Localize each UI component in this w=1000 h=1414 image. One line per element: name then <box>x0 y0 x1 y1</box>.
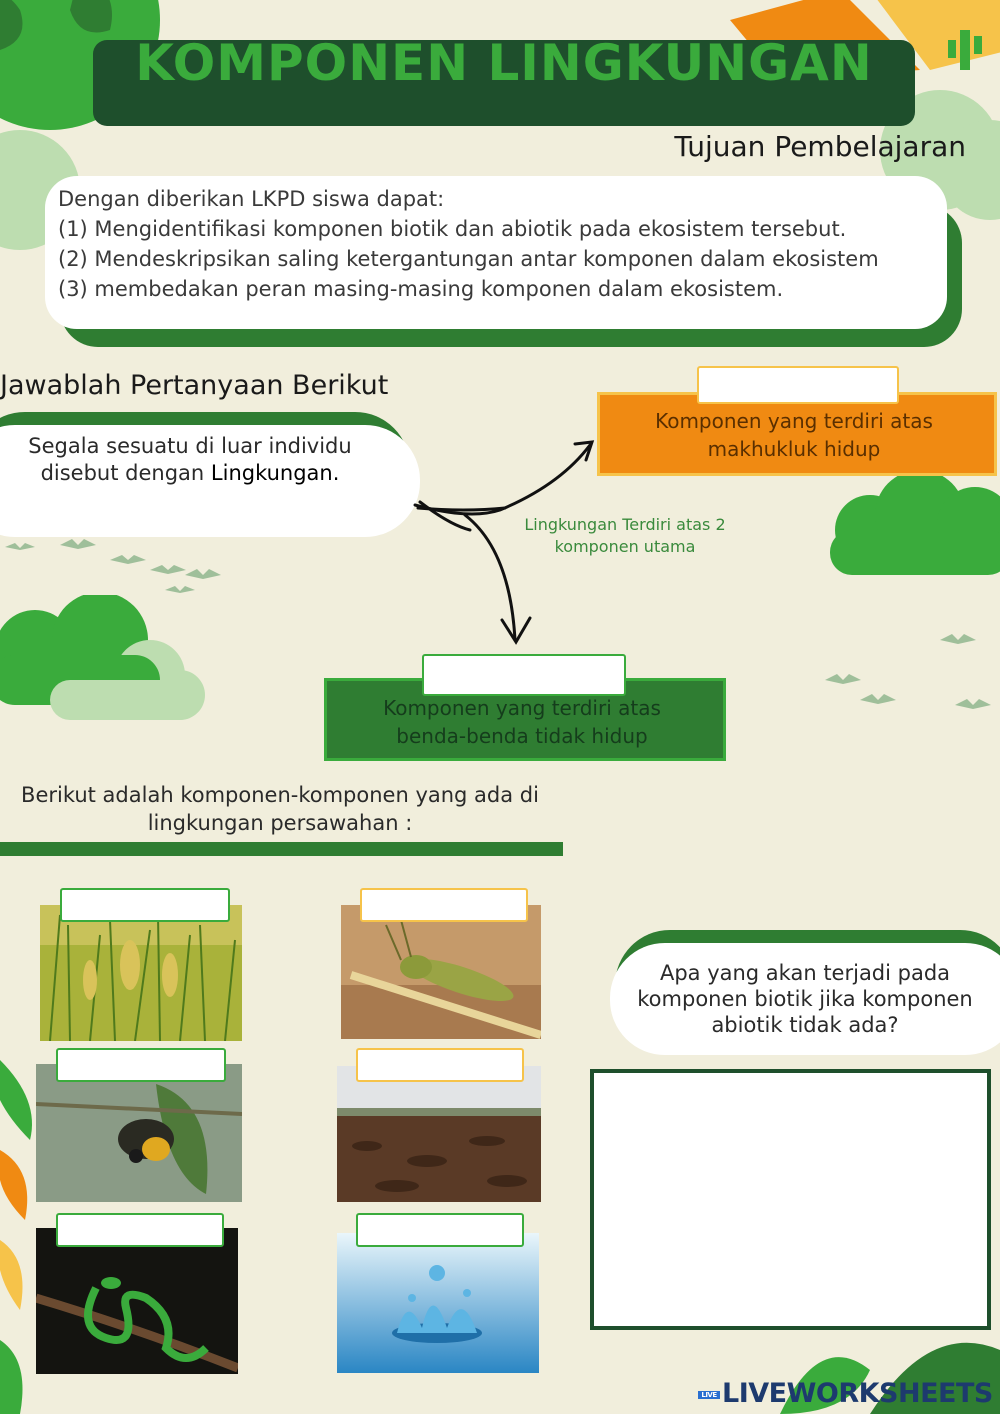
rice-plant-answer-field[interactable] <box>60 888 230 922</box>
rice-field-intro <box>0 781 560 837</box>
diagram-note-line: komponen utama <box>554 537 696 556</box>
objective-item: (2) Mendeskripsikan saling ketergantungan antar komponen dalam ekosistem <box>58 247 879 271</box>
objectives-heading: Tujuan Pembelajaran <box>674 130 966 163</box>
questions-heading: Jawablah Pertanyaan Berikut <box>0 370 389 401</box>
objectives-list <box>58 184 933 304</box>
bird-answer-field[interactable] <box>56 1048 226 1082</box>
objective-item: (1) Mengidentifikasi komponen biotik dan abiotik pada ekosistem tersebut. <box>58 217 847 241</box>
water-photo <box>337 1233 539 1373</box>
definition-line <box>0 460 380 487</box>
leaves-left-decoration <box>0 1060 40 1414</box>
definition-term: Lingkungan. <box>210 461 340 485</box>
rice-field-intro-line: lingkungan persawahan : <box>147 811 413 835</box>
water-answer-field[interactable] <box>356 1213 524 1247</box>
rice-field-intro-line: Berikut adalah komponen-komponen yang ada di <box>21 783 539 807</box>
section-divider <box>0 842 563 856</box>
brand-name: LIVEWORKSHEETS <box>722 1378 993 1409</box>
definition-text <box>0 433 380 487</box>
bird-photo <box>36 1064 242 1202</box>
biotic-description <box>600 407 988 463</box>
abiotic-answer-field[interactable] <box>422 654 626 696</box>
rice-plant-photo <box>40 905 242 1041</box>
objective-intro: Dengan diberikan LKPD siswa dapat: <box>58 187 445 211</box>
cloud-right-decoration <box>810 470 1000 590</box>
abiotic-description-line: Komponen yang terdiri atas <box>383 696 661 720</box>
birds-left-decoration <box>0 535 230 610</box>
open-question-line: abiotik tidak ada? <box>711 1013 899 1037</box>
soil-photo <box>337 1066 541 1202</box>
snake-answer-field[interactable] <box>56 1213 224 1247</box>
snake-photo <box>36 1228 238 1374</box>
open-question-line: Apa yang akan terjadi pada <box>659 961 951 985</box>
biotic-answer-field[interactable] <box>697 366 899 404</box>
soil-answer-field[interactable] <box>356 1048 524 1082</box>
cloud-left-decoration <box>0 595 220 735</box>
objective-item: (3) membedakan peran masing-masing komponen dalam ekosistem. <box>58 277 784 301</box>
liveworksheets-logo <box>698 1378 993 1409</box>
biotic-description-line: makhukluk hidup <box>707 437 881 461</box>
definition-prefix: disebut dengan <box>40 461 211 485</box>
diagram-note-line: Lingkungan Terdiri atas 2 <box>524 515 726 534</box>
open-question <box>615 960 995 1038</box>
page-title: KOMPONEN LINGKUNGAN <box>135 34 873 92</box>
biotic-description-line: Komponen yang terdiri atas <box>655 409 933 433</box>
definition-line: Segala sesuatu di luar individu <box>28 434 352 458</box>
grasshopper-answer-field[interactable] <box>360 888 528 922</box>
open-question-line: komponen biotik jika komponen <box>637 987 973 1011</box>
brand-mark: LIVE <box>698 1391 720 1399</box>
abiotic-description-line: benda-benda tidak hidup <box>396 724 648 748</box>
grasshopper-photo <box>341 905 541 1039</box>
diagram-note <box>505 514 745 558</box>
abiotic-description <box>327 694 717 750</box>
birds-right-decoration <box>820 630 1000 720</box>
open-question-answer-box[interactable] <box>590 1069 991 1330</box>
